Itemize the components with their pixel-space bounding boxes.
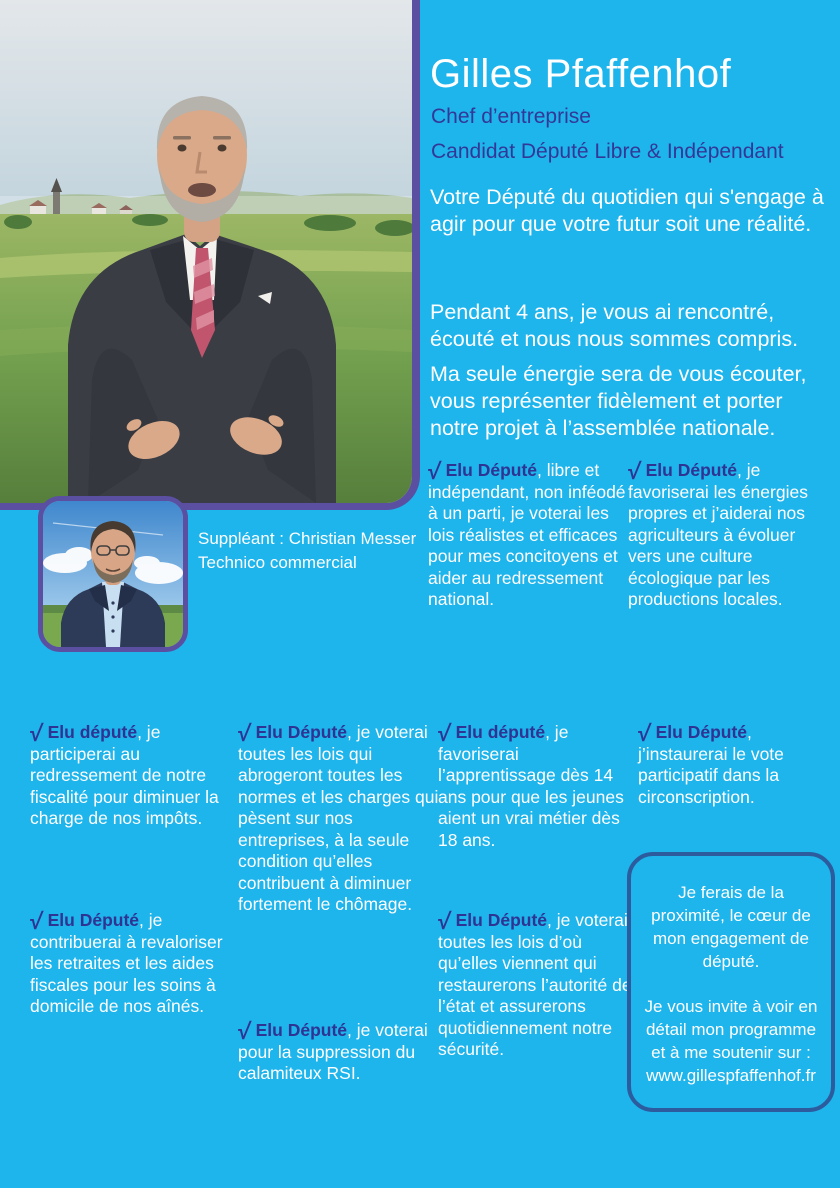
deputy-photo [38, 496, 188, 652]
pledge-col2-2: √ Elu Député, je voterai pour la suppression du calamiteux RSI. [236, 1018, 428, 1083]
pledge-text: , je favoriserai les énergies propres et j’aiderai nos agriculteurs à évoluer vers une culture écologique par les productions locales. [628, 460, 808, 609]
pledge-col1-1: √ Elu député, je participerai au redressement de notre fiscalité pour diminuer la charge de nos impôts. [28, 720, 219, 828]
pledge-lead: Elu député [47, 722, 138, 742]
cta-paragraph-2: Je vous invite à voir en détail mon programme et à me soutenir sur : [644, 997, 818, 1062]
pledge-lead: Elu Député [255, 1020, 348, 1040]
cta-paragraph-1: Je ferais de la proximité, le cœur de mon engagement de député. [651, 883, 811, 971]
deputy-caption [198, 527, 428, 575]
pledge-text: , je contribuerai à revaloriser les retraites et les aides fiscales pour les soins à domicile de nos aînés. [30, 910, 223, 1016]
intro-paragraph-2: Ma seule énergie sera de vous écouter, vous représenter fidèlement et porter notre projet à l’assemblée nationale. [430, 362, 807, 440]
pledge-text: , je favoriserai l’apprentissage dès 14 ans pour que les jeunes aient un vrai métier dès 18 ans. [438, 722, 624, 850]
deputy-caption-line2: Technico commercial [198, 553, 357, 572]
pledge-text: , je participerai au redressement de notre fiscalité pour diminuer la charge de nos impôts. [30, 722, 219, 828]
pledge-col3-1: √ Elu député, je favoriserai l’apprentissage dès 14 ans pour que les jeunes aient un vrai métier dès 18 ans. [436, 720, 624, 850]
intro-paragraph-1: Pendant 4 ans, je vous ai rencontré, écouté et nous nous sommes compris. [430, 300, 799, 351]
pledge-col1-2: √ Elu Député, je contribuerai à revaloriser les retraites et les aides fiscales pour les soins à domicile de nos aînés. [28, 908, 223, 1016]
candidate-photo-art [0, 0, 412, 503]
mouth [188, 183, 216, 197]
candidate-candidacy: Candidat Député Libre & Indépendant [431, 140, 784, 163]
pledge-col4-1: √ Elu Député, j’instaurerai le vote participatif dans la circonscription. [636, 720, 784, 807]
pledge-lead: Elu Député [455, 910, 548, 930]
cta-gap [642, 973, 820, 995]
pledge-lead: Elu député [455, 722, 546, 742]
pledge-text: , je voterai toutes les lois d’où qu’elles viennent qui restaurerons l’autorité de l’état et assurerons quotidiennement notre sécurité. [438, 910, 632, 1059]
website-link[interactable]: www.gillespfaffenhof.fr [646, 1066, 816, 1085]
candidate-name: Gilles Pfaffenhof [430, 52, 732, 96]
pledge-col3-2: √ Elu Député, je voterai toutes les lois d’où qu’elles viennent qui restaurerons l’autorité de l’état et assurerons quotidiennement notre sécurité. [436, 908, 632, 1059]
deputy-caption-line1: Suppléant : Christian Messer [198, 529, 417, 548]
pledge-mid-2: √ Elu Député, je favoriserai les énergies propres et j’aiderai nos agriculteurs à évoluer vers une culture écologique par les productions locales. [626, 458, 808, 609]
pledge-text: , je voterai toutes les lois qui abrogeront toutes les normes et les charges qui pèsent sur nos entreprises, à la seule condition qu’elles contribuent à diminuer fortement le chômage. [238, 722, 439, 914]
tagline: Votre Député du quotidien qui s'engage à agir pour que votre futur soit une réalité. [430, 185, 824, 236]
pledge-lead: Elu Député [47, 910, 140, 930]
cta-box [627, 852, 835, 1112]
pledge-text: , j’instaurerai le vote participatif dans la circonscription. [638, 722, 784, 807]
pledge-lead: Elu Député [655, 722, 748, 742]
pledge-lead: Elu Député [645, 460, 738, 480]
pledge-col2-1: √ Elu Député, je voterai toutes les lois qui abrogeront toutes les normes et les charges qui pèsent sur nos entreprises, à la seule condition qu’elles contribuent à diminuer fortement le chômage. [236, 720, 439, 914]
pledge-lead: Elu Député [445, 460, 538, 480]
pledge-text: , je voterai pour la suppression du calamiteux RSI. [238, 1020, 428, 1083]
pledge-mid-1: √ Elu Député, libre et indépendant, non inféodé à un parti, je voterai les lois réalistes et efficaces pour mes concitoyens et aider au redressement national. [426, 458, 626, 609]
pledge-text: , libre et indépendant, non inféodé à un parti, je voterai les lois réalistes et efficaces pour mes concitoyens et aider au redressement national. [428, 460, 626, 609]
candidate-photo [0, 0, 420, 510]
deputy-photo-art [43, 501, 183, 647]
candidate-role: Chef d’entreprise [431, 105, 591, 128]
pledge-lead: Elu Député [255, 722, 348, 742]
